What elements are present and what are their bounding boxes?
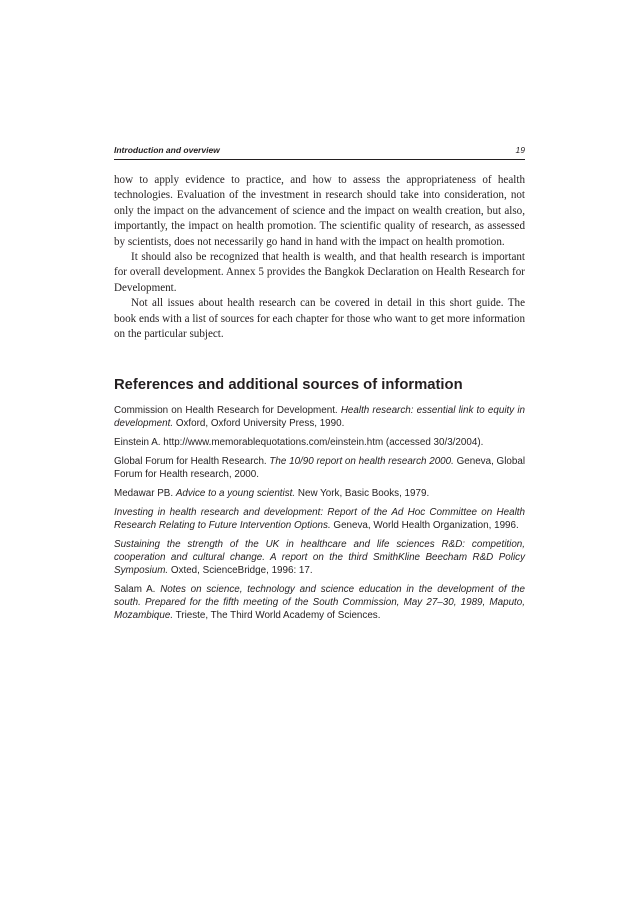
- reference-item: [114, 583, 525, 622]
- reference-author: Commission on Health Research for Development.: [114, 405, 341, 416]
- reference-title: Notes on science, technology and science education in the development of the south. Prepared for the fifth meeting of the South Commission, May 27–30, 1989, Maputo, Mozambique.: [114, 584, 525, 621]
- reference-item: [114, 455, 525, 481]
- reference-author: Medawar PB.: [114, 488, 176, 499]
- reference-title: Advice to a young scientist.: [175, 488, 296, 499]
- paragraph: how to apply evidence to practice, and how to assess the appropriateness of health technologies. Evaluation of the investment in research should take into consideration, not only the impact on the advancement of science and the impact on wealth creation, but also, importantly, the impact on health promotion. The scientific quality of research, as assessed by scientists, does not necessarily go hand in hand with the impact on health promotion.: [114, 174, 525, 248]
- reference-publisher: Geneva, Global Forum for Health research, 2000.: [114, 456, 526, 480]
- reference-title: Investing in health research and development: Report of the Ad Hoc Committee on Health Research Relating to Future Intervention Options.: [114, 507, 525, 531]
- body-text: [114, 173, 525, 342]
- section-heading: References and additional sources of information: [114, 377, 463, 393]
- reference-title: The 10/90 report on health research 2000.: [269, 456, 454, 467]
- reference-publisher: Oxford, Oxford University Press, 1990.: [173, 418, 345, 429]
- reference-publisher: Oxted, ScienceBridge, 1996: 17.: [168, 565, 313, 576]
- reference-item: [114, 436, 525, 449]
- reference-title: Sustaining the strength of the UK in healthcare and life sciences R&D: competition, cooperation and cultural change. A report on the third SmithKline Beecham R&D Policy Symposium.: [114, 539, 525, 576]
- reference-list: [114, 404, 525, 628]
- paragraph: Not all issues about health research can be covered in detail in this short guide. The book ends with a list of sources for each chapter for those who want to get more information on the particular subject.: [114, 297, 525, 341]
- reference-publisher: Trieste, The Third World Academy of Sciences.: [173, 610, 381, 621]
- running-head-title: Introduction and overview: [114, 145, 220, 155]
- reference-publisher: New York, Basic Books, 1979.: [295, 488, 430, 499]
- reference-item: [114, 538, 525, 577]
- page-number: 19: [515, 145, 525, 155]
- reference-item: [114, 487, 525, 500]
- reference-title: Health research: essential link to equity in development.: [114, 405, 525, 429]
- running-head: [114, 145, 525, 160]
- reference-author: Einstein A. http://www.memorablequotations.com/einstein.htm (accessed 30/3/2004).: [114, 437, 484, 448]
- paragraph: It should also be recognized that health is wealth, and that health research is important for overall development. Annex 5 provides the Bangkok Declaration on Health Research for Development.: [114, 251, 525, 294]
- reference-publisher: Geneva, World Health Organization, 1996.: [330, 520, 519, 531]
- reference-item: [114, 404, 525, 430]
- reference-author: Global Forum for Health Research.: [114, 456, 270, 467]
- reference-item: [114, 506, 525, 532]
- reference-author: Salam A.: [114, 584, 161, 595]
